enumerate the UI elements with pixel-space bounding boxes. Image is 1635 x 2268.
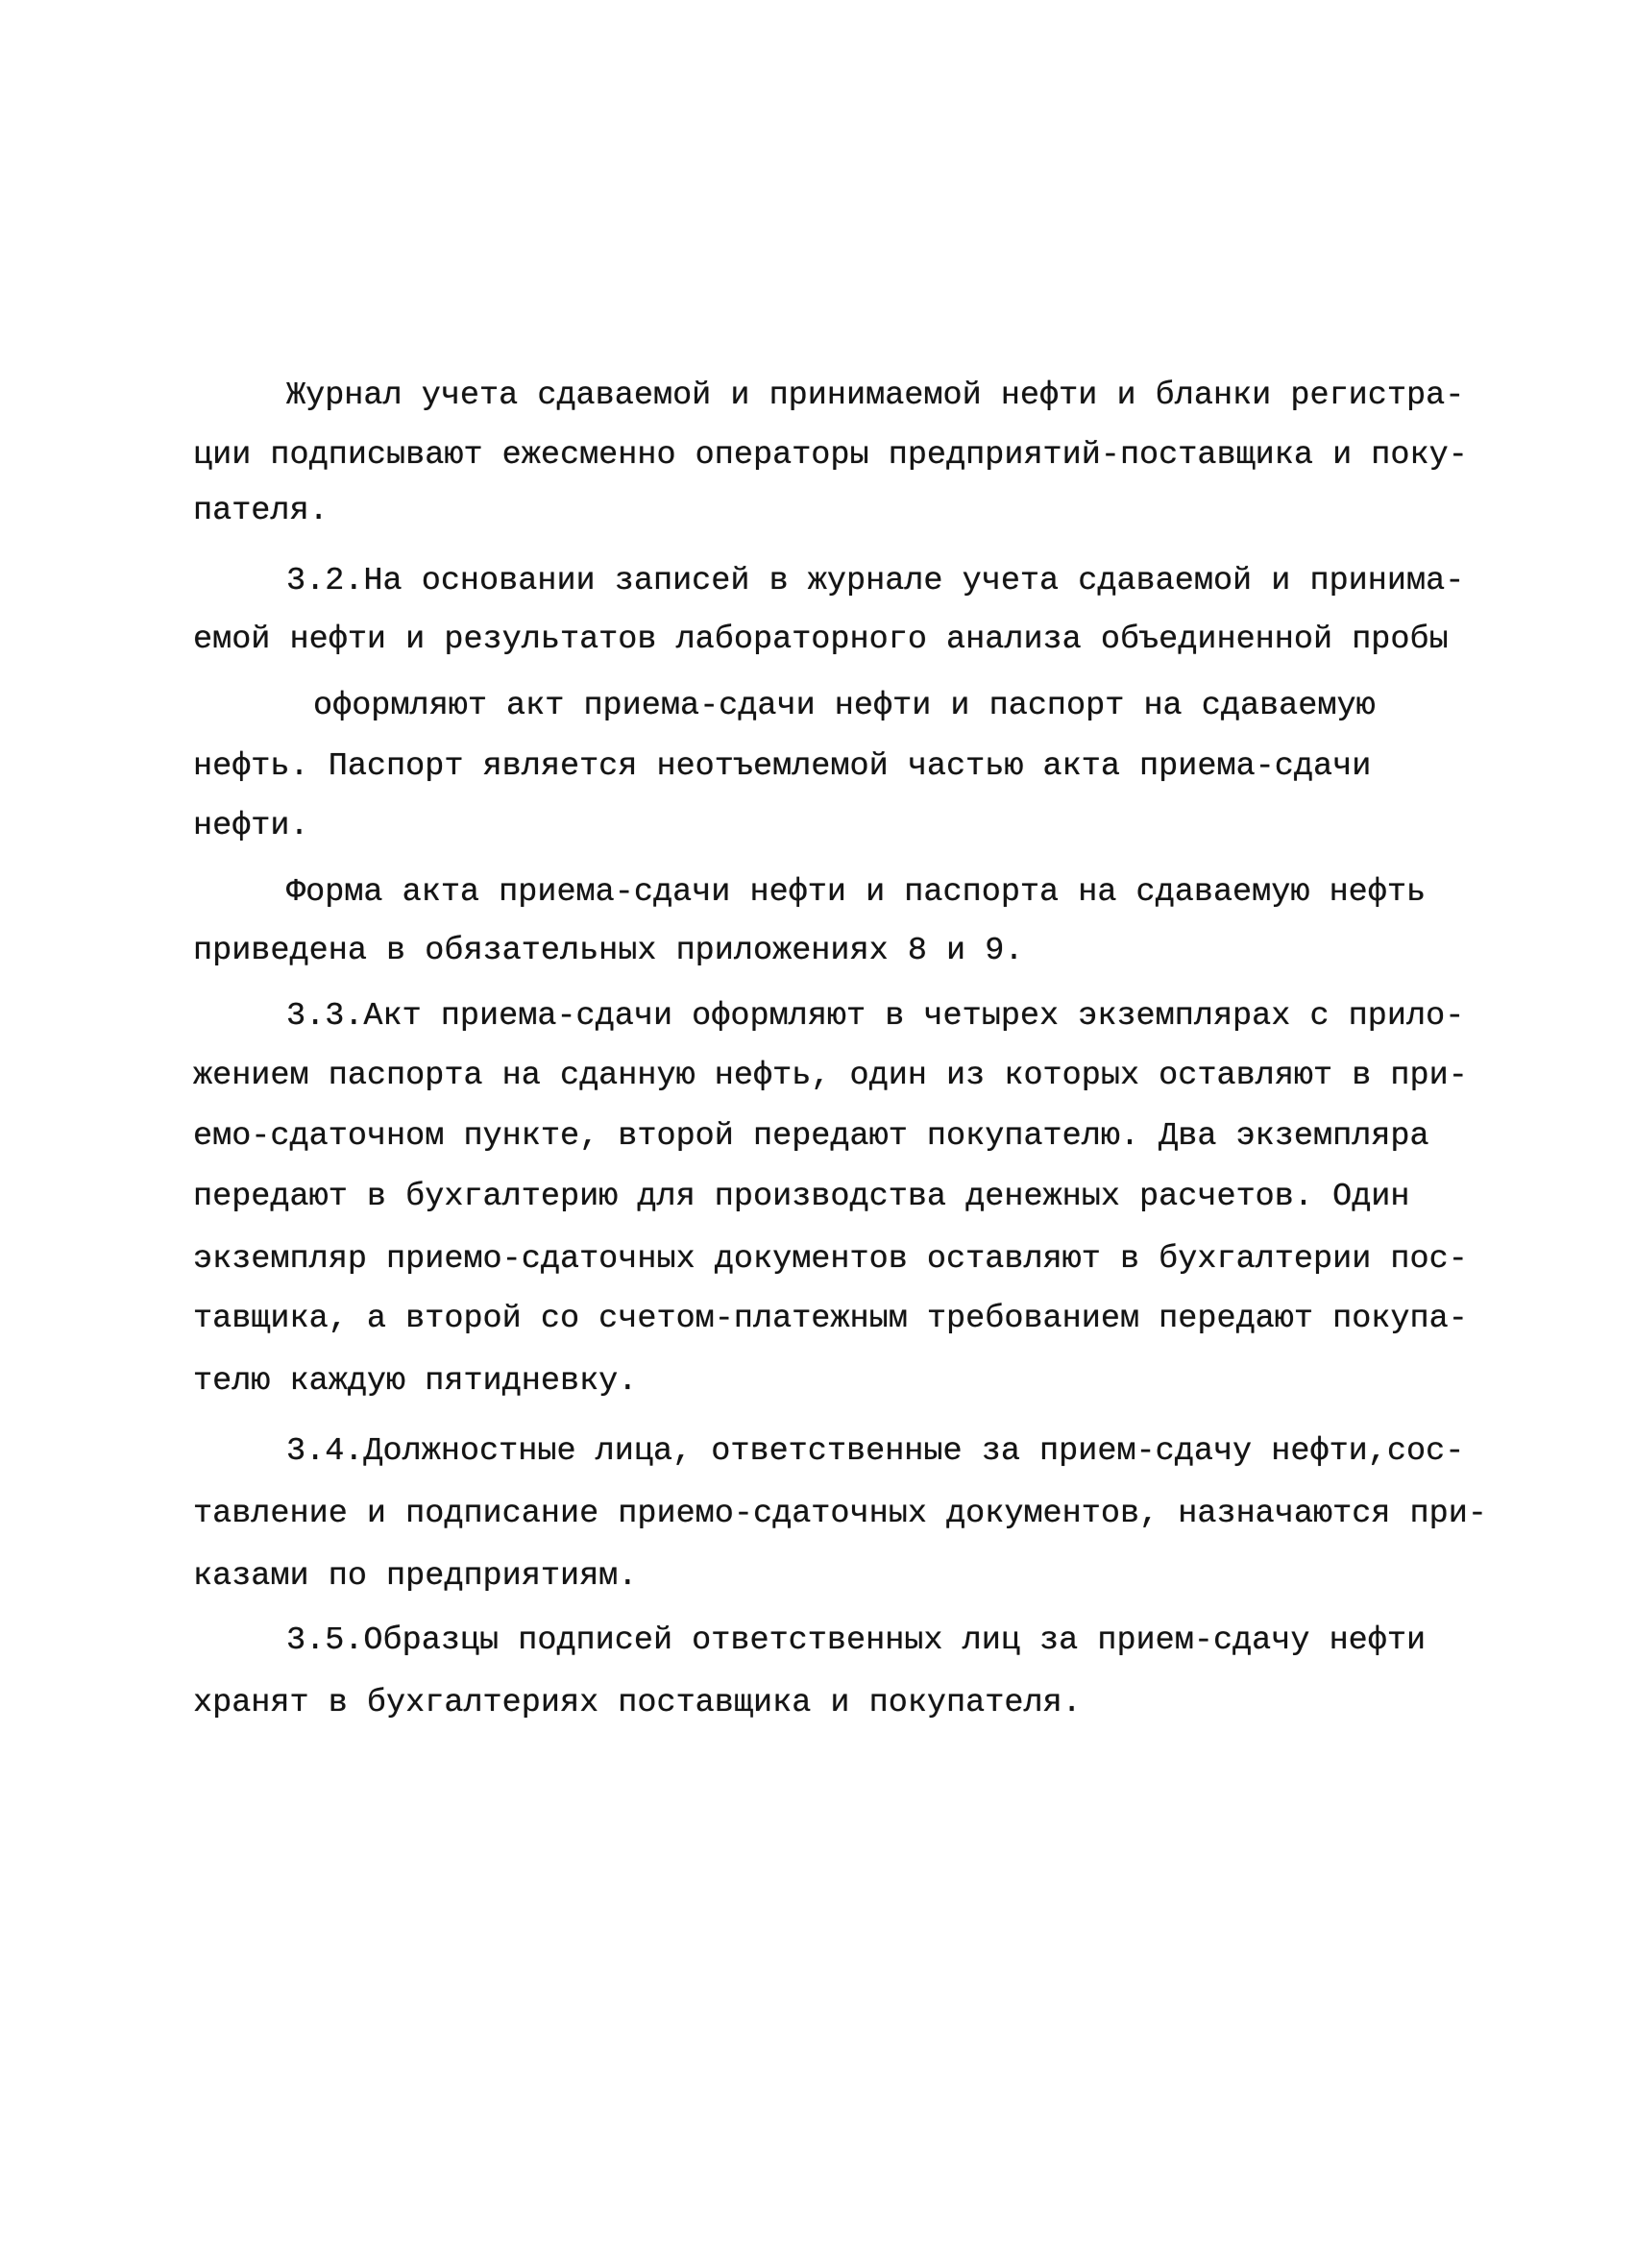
text-line: приведена в обязательных приложениях 8 и 9. xyxy=(193,933,1024,969)
text-line: емой нефти и результатов лабораторного анализа объединенной пробы xyxy=(193,622,1449,658)
text-line: 3.4.Должностные лица, ответственные за прием-сдачу нефти,сос- xyxy=(286,1433,1465,1470)
text-line: экземпляр приемо-сдаточных документов оставляют в бухгалтерии пос- xyxy=(193,1241,1468,1278)
text-line: нефть. Паспорт является неотъемлемой частью акта приема-сдачи xyxy=(193,748,1372,785)
text-line: казами по предприятиям. xyxy=(193,1558,638,1595)
text-line: передают в бухгалтерию для производства денежных расчетов. Один xyxy=(193,1179,1410,1215)
text-line: емо-сдаточном пункте, второй передают покупателю. Два экземпляра xyxy=(193,1118,1429,1155)
text-line: Журнал учета сдаваемой и принимаемой нефти и бланки регистра- xyxy=(286,378,1465,414)
text-line: ции подписывают ежесменно операторы предприятий-поставщика и поку- xyxy=(193,437,1468,474)
text-line: нефти. xyxy=(193,808,309,844)
text-line: оформляют акт приема-сдачи нефти и паспорт на сдаваемую xyxy=(313,688,1376,724)
text-line: тавщика, а второй со счетом-платежным требованием передают покупа- xyxy=(193,1301,1468,1337)
text-line: телю каждую пятидневку. xyxy=(193,1363,638,1400)
text-line: тавление и подписание приемо-сдаточных документов, назначаются при- xyxy=(193,1496,1487,1532)
text-line: жением паспорта на сданную нефть, один из которых оставляют в при- xyxy=(193,1058,1468,1094)
text-line: хранят в бухгалтериях поставщика и покупателя. xyxy=(193,1685,1082,1721)
text-line: пателя. xyxy=(193,493,329,529)
text-line: 3.5.Образцы подписей ответственных лиц за прием-сдачу нефти xyxy=(286,1622,1427,1659)
text-line: 3.3.Акт приема-сдачи оформляют в четырех экземплярах с прило- xyxy=(286,998,1465,1035)
text-line: 3.2.На основании записей в журнале учета сдаваемой и принима- xyxy=(286,563,1465,599)
text-line: Форма акта приема-сдачи нефти и паспорта на сдаваемую нефть xyxy=(286,874,1427,911)
